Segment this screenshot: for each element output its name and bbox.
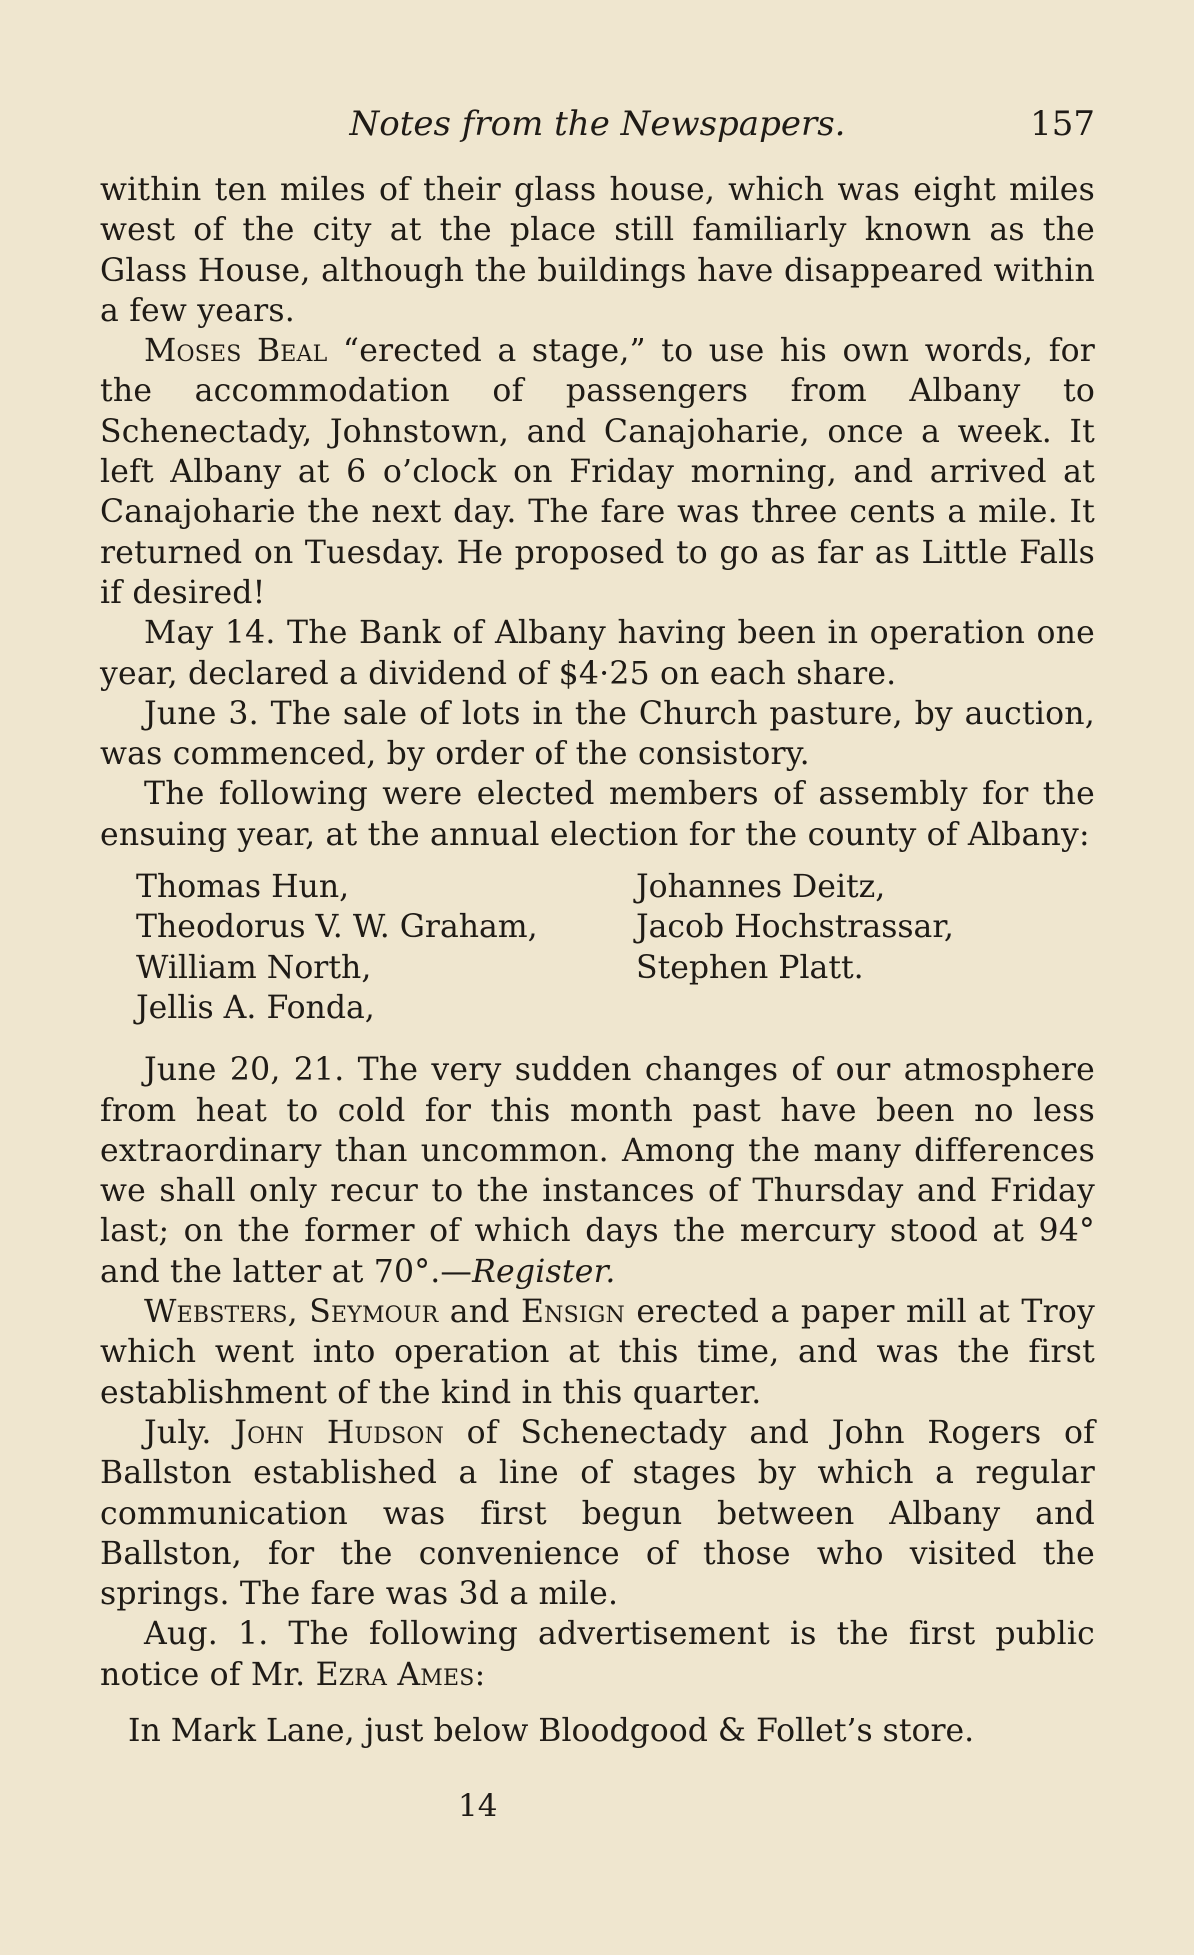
member-name: William North, <box>136 949 372 986</box>
paragraph-assembly-election: The following were elected members of assembly for the ensuing year, at the annual election for the county of Albany: <box>100 776 1095 853</box>
member-name: Stephen Platt. <box>636 949 864 986</box>
page-number: 157 <box>1030 104 1095 144</box>
person-name: Ensign <box>520 1294 625 1331</box>
person-name: Moses Beal <box>144 333 328 370</box>
page-header <box>100 100 1095 148</box>
member-name: Jacob Hochstrassar, <box>636 909 954 946</box>
person-names: Websters, Seymour <box>144 1294 439 1331</box>
page-body <box>100 170 1095 1751</box>
member-name: Jellis A. Fonda, <box>136 989 375 1026</box>
paragraph-stage-line: July. John Hudson of Schenectady and John Rogers of Ballston established a line of stages by which a regular communication was first begun between Albany and Ballston, for the convenience of those who visited the springs. The fare was 3d a mile. <box>100 1414 1095 1613</box>
paragraph-text: of Schenectady and John Rogers of Ballston established a line of stages by which a regular communication was first begun between Albany and Ballston, for the convenience of those who visited the springs. The fare was 3d a mile. <box>100 1414 1095 1613</box>
member-name: Thomas Hun, <box>136 869 350 906</box>
paragraph-text: “erected a stage,” to use his own words, for the accommodation of passengers from Albany to Schenectady, Johnstown, and Canajoharie, once a week. It left Albany at 6 o’clock on Friday morning, and arrived at Canajoharie the next day. The fare was three cents a mile. It returned on Tuesday. He proposed to go as far as Little Falls if desired! <box>100 333 1095 611</box>
paragraph-paper-mill: Websters, Seymour and Ensign erected a paper mill at Troy which went into operation at this time, and was the first establishment of the kind in this quarter. <box>100 1294 1095 1411</box>
paragraph-weather <box>100 1050 1095 1292</box>
paragraph-bank-of-albany: May 14. The Bank of Albany having been in operation one year, declared a dividend of $4·25 on each share. <box>100 615 1095 692</box>
advertisement-quote: In Mark Lane, just below Bloodgood & Follet’s store. <box>128 1712 975 1749</box>
paragraph-moses-beal <box>100 331 1095 613</box>
paragraph-glass-house: within ten miles of their glass house, which was eight miles west of the city at the place still familiarly known as the Glass House, although the buildings have disappeared within a few years. <box>100 172 1095 329</box>
person-name: Ezra Ames <box>315 1656 475 1693</box>
running-title: Notes from the Newspapers. <box>349 104 846 144</box>
paragraph-text: June 20, 21. The very sudden changes of our atmosphere from heat to cold for this month past have been no less extraordinary than uncommon. Among the many differences we shall only recur to the instances of Thursday and Friday last; on the former of which days the mercury stood at 94° and the latter at 70°.— <box>100 1052 1095 1290</box>
paragraph-text: erected a paper mill at Troy which went into operation at this time, and was the first establishment of the kind in this quarter. <box>100 1294 1095 1411</box>
signature-mark: 14 <box>458 1788 498 1824</box>
assembly-members-list <box>136 867 1095 1028</box>
paragraph-church-pasture: June 3. The sale of lots in the Church pasture, by auction, was commenced, by order of the consistory. <box>100 695 1095 773</box>
member-name <box>636 988 1096 1028</box>
person-name: John Hudson <box>234 1414 445 1451</box>
source-citation: Register. <box>472 1253 616 1290</box>
member-name: Johannes Deitz, <box>636 869 886 906</box>
paragraph-advertisement: Aug. 1. The following advertisement is the first public notice of Mr. Ezra Ames: <box>100 1616 1095 1693</box>
member-name: Theodorus V. W. Graham, <box>136 909 538 946</box>
